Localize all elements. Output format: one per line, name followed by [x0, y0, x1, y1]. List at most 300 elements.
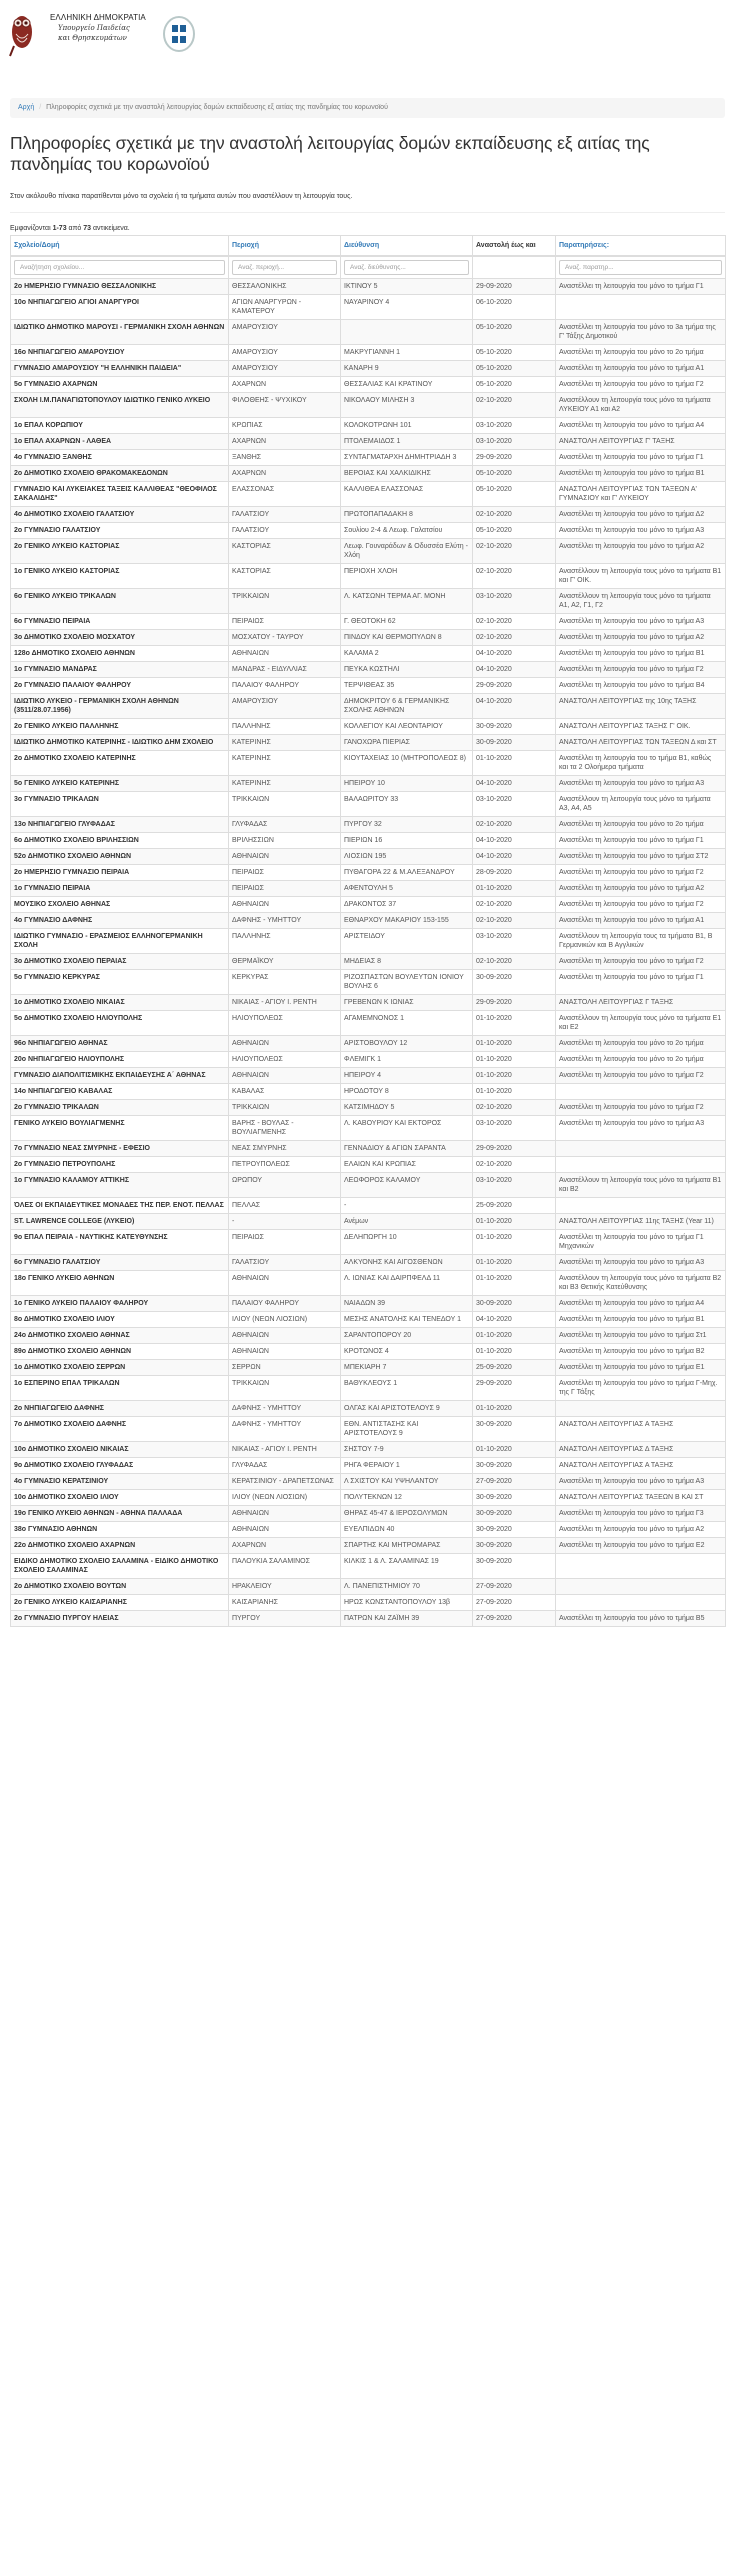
region-cell: ΚΑΤΕΡΙΝΗΣ: [229, 735, 341, 751]
table-row: [11, 1084, 726, 1100]
table-row: [11, 523, 726, 539]
region-cell: ΠΕΛΛΑΣ: [229, 1198, 341, 1214]
notes-cell: ΑΝΑΣΤΟΛΗ ΛΕΙΤΟΥΡΓΙΑΣ Α ΤΑΞΗΣ: [556, 1417, 726, 1442]
notes-cell: ΑΝΑΣΤΟΛΗ ΛΕΙΤΟΥΡΓΙΑΣ Γ' ΤΑΞΗΣ: [556, 434, 726, 450]
notes-cell: [556, 1198, 726, 1214]
notes-cell: Αναστέλλει τη λειτουργία του μόνο το τμήμα Β1: [556, 466, 726, 482]
notes-cell: Αναστέλλει τη λειτουργία του μόνο το τμήμα Β1: [556, 646, 726, 662]
table-row: [11, 1579, 726, 1595]
suspension-date-cell: 30-09-2020: [473, 1506, 556, 1522]
table-row: [11, 1312, 726, 1328]
address-cell: Λ. ΚΑΒΟΥΡΙΟΥ ΚΑΙ ΕΚΤΟΡΟΣ: [341, 1116, 473, 1141]
school-name-cell: 1ο ΔΗΜΟΤΙΚΟ ΣΧΟΛΕΙΟ ΝΙΚΑΙΑΣ: [11, 995, 229, 1011]
region-cell: ΔΑΦΝΗΣ - ΥΜΗΤΤΟΥ: [229, 1401, 341, 1417]
table-row: [11, 865, 726, 881]
school-name-cell: ΣΧΟΛΗ Ι.Μ.ΠΑΝΑΓΙΩΤΟΠΟΥΛΟΥ ΙΔΙΩΤΙΚΟ ΓΕΝΙΚΟ ΛΥΚΕΙΟ: [11, 393, 229, 418]
school-name-cell: ΙΔΙΩΤΙΚΟ ΔΗΜΟΤΙΚΟ ΜΑΡΟΥΣΙ - ΓΕΡΜΑΝΙΚΗ ΣΧΟΛΗ ΑΘΗΝΩΝ: [11, 320, 229, 345]
table-row: [11, 678, 726, 694]
sort-notes-link[interactable]: Παρατηρήσεις:: [559, 242, 610, 249]
table-row: [11, 1554, 726, 1579]
notes-cell: Αναστέλλει τη λειτουργία του μόνο το 2ο τμήμα: [556, 817, 726, 833]
address-cell: ΚΡΟΤΩΝΟΣ 4: [341, 1344, 473, 1360]
region-cell: ΑΘΗΝΑΙΩΝ: [229, 646, 341, 662]
table-row: [11, 1230, 726, 1255]
region-cell: ΘΕΣΣΑΛΟΝΙΚΗΣ: [229, 279, 341, 295]
region-cell: ΚΕΡΑΤΣΙΝΙΟΥ - ΔΡΑΠΕΤΣΩΝΑΣ: [229, 1474, 341, 1490]
school-name-cell: 2ο ΓΥΜΝΑΣΙΟ ΠΕΤΡΟΥΠΟΛΗΣ: [11, 1157, 229, 1173]
suspension-date-cell: 05-10-2020: [473, 466, 556, 482]
suspension-date-cell: 04-10-2020: [473, 1312, 556, 1328]
address-cell: ΚΟΛΛΕΓΙΟΥ ΚΑΙ ΛΕΟΝΤΑΡΙΟΥ: [341, 719, 473, 735]
table-row: [11, 564, 726, 589]
school-name-cell: 9ο ΕΠΑΛ ΠΕΙΡΑΙΑ - ΝΑΥΤΙΚΗΣ ΚΑΤΕΥΘΥΝΣΗΣ: [11, 1230, 229, 1255]
table-row: [11, 1360, 726, 1376]
region-cell: ΦΙΛΟΘΕΗΣ - ΨΥΧΙΚΟΥ: [229, 393, 341, 418]
notes-cell: Αναστέλλει τη λειτουργία του μόνο το τμήμα Β2: [556, 1344, 726, 1360]
column-header-notes: [556, 236, 726, 257]
region-cell: ΚΑΤΕΡΙΝΗΣ: [229, 751, 341, 776]
school-name-cell: 22ο ΔΗΜΟΤΙΚΟ ΣΧΟΛΕΙΟ ΑΧΑΡΝΩΝ: [11, 1538, 229, 1554]
notes-cell: [556, 295, 726, 320]
address-cell: ΚΙΛΚΙΣ 1 & Λ. ΣΑΛΑΜΙΝΑΣ 19: [341, 1554, 473, 1579]
school-name-cell: 10ο ΔΗΜΟΤΙΚΟ ΣΧΟΛΕΙΟ ΙΛΙΟΥ: [11, 1490, 229, 1506]
suspension-date-cell: 30-09-2020: [473, 1522, 556, 1538]
region-cell: ΤΡΙΚΚΑΙΩΝ: [229, 1100, 341, 1116]
suspension-date-cell: 01-10-2020: [473, 1214, 556, 1230]
address-cell: ΠΙΝΔΟΥ ΚΑΙ ΘΕΡΜΟΠΥΛΩΝ 8: [341, 630, 473, 646]
table-row: [11, 1522, 726, 1538]
address-cell: Λεωφ. Γουναράδων & Οδυσσέα Ελύτη - Χλόη: [341, 539, 473, 564]
table-row: [11, 751, 726, 776]
notes-cell: ΑΝΑΣΤΟΛΗ ΛΕΙΤΟΥΡΓΙΑΣ της 10ης ΤΑΞΗΣ: [556, 694, 726, 719]
suspension-date-cell: 03-10-2020: [473, 434, 556, 450]
address-cell: ΔΗΜΟΚΡΙΤΟΥ 6 & ΓΕΡΜΑΝΙΚΗΣ ΣΧΟΛΗΣ ΑΘΗΝΩΝ: [341, 694, 473, 719]
address-cell: ΣΑΡΑΝΤΟΠΟΡΟΥ 20: [341, 1328, 473, 1344]
notes-cell: Αναστέλλει τη λειτουργία του μόνο το τμήμα Α4: [556, 1296, 726, 1312]
region-cell: ΗΡΑΚΛΕΙΟΥ: [229, 1579, 341, 1595]
region-cell: ΓΛΥΦΑΔΑΣ: [229, 1458, 341, 1474]
suspension-date-cell: 02-10-2020: [473, 614, 556, 630]
school-name-cell: ΌΛΕΣ ΟΙ ΕΚΠΑΙΔΕΥΤΙΚΕΣ ΜΟΝΑΔΕΣ ΤΗΣ ΠΕΡ. ΕΝΟΤ. ΠΕΛΛΑΣ: [11, 1198, 229, 1214]
suspension-date-cell: 04-10-2020: [473, 833, 556, 849]
sort-address-link[interactable]: Διεύθυνση: [344, 242, 380, 249]
table-row: [11, 630, 726, 646]
suspension-date-cell: 02-10-2020: [473, 1100, 556, 1116]
suspension-date-cell: 05-10-2020: [473, 523, 556, 539]
site-header: [0, 0, 735, 90]
region-cell: ΓΑΛΑΤΣΙΟΥ: [229, 523, 341, 539]
table-row: [11, 646, 726, 662]
school-name-cell: ΓΕΝΙΚΟ ΛΥΚΕΙΟ ΒΟΥΛΙΑΓΜΕΝΗΣ: [11, 1116, 229, 1141]
table-row: [11, 279, 726, 295]
address-cell: ΙΚΤΙΝΟΥ 5: [341, 279, 473, 295]
suspension-date-cell: 01-10-2020: [473, 1036, 556, 1052]
school-name-cell: 1ο ΓΥΜΝΑΣΙΟ ΜΑΝΔΡΑΣ: [11, 662, 229, 678]
column-header-school: [11, 236, 229, 257]
table-row: [11, 995, 726, 1011]
school-name-cell: 1ο ΓΥΜΝΑΣΙΟ ΠΕΙΡΑΙΑ: [11, 881, 229, 897]
suspension-date-cell: 25-09-2020: [473, 1198, 556, 1214]
notes-cell: Αναστέλλει τη λειτουργία του μόνο το τμήμα Β4: [556, 678, 726, 694]
region-cell: ΑΘΗΝΑΙΩΝ: [229, 1506, 341, 1522]
address-cell: ΑΡΙΣΤΕΙΔΟΥ: [341, 929, 473, 954]
school-name-cell: 10ο ΔΗΜΟΤΙΚΟ ΣΧΟΛΕΙΟ ΝΙΚΑΙΑΣ: [11, 1442, 229, 1458]
table-row: [11, 614, 726, 630]
notes-cell: Αναστέλλει τη λειτουργία του μόνο το 2ο τμήμα: [556, 1052, 726, 1068]
school-name-cell: 2ο ΓΥΜΝΑΣΙΟ ΓΑΛΑΤΣΙΟΥ: [11, 523, 229, 539]
suspension-date-cell: 01-10-2020: [473, 1052, 556, 1068]
school-name-cell: 2ο ΓΕΝΙΚΟ ΛΥΚΕΙΟ ΚΑΙΣΑΡΙΑΝΗΣ: [11, 1595, 229, 1611]
address-cell: ΜΕΣΗΣ ΑΝΑΤΟΛΗΣ ΚΑΙ ΤΕΝΕΔΟΥ 1: [341, 1312, 473, 1328]
table-row: [11, 1458, 726, 1474]
address-cell: ΗΠΕΙΡΟΥ 4: [341, 1068, 473, 1084]
address-cell: ΠΕΥΚΑ ΚΩΣΤΗΛΙ: [341, 662, 473, 678]
school-name-cell: 2ο ΔΗΜΟΤΙΚΟ ΣΧΟΛΕΙΟ ΒΟΥΤΩΝ: [11, 1579, 229, 1595]
table-row: [11, 1052, 726, 1068]
logo-line-republic: ΕΛΛΗΝΙΚΗ ΔΗΜΟΚΡΑΤΙΑ: [50, 13, 146, 22]
sort-region-link[interactable]: Περιοχή: [232, 242, 259, 249]
address-cell: ΗΡΟΔΟΤΟΥ 8: [341, 1084, 473, 1100]
school-name-cell: 2ο ΓΥΜΝΑΣΙΟ ΠΑΛΑΙΟΥ ΦΑΛΗΡΟΥ: [11, 678, 229, 694]
notes-cell: Αναστέλλει τη λειτουργία του μόνο το τμήμα Γ1 Μηχανικών: [556, 1230, 726, 1255]
address-cell: ΛΙΟΣΙΩΝ 195: [341, 849, 473, 865]
suspension-date-cell: 30-09-2020: [473, 1538, 556, 1554]
table-row: [11, 434, 726, 450]
school-name-cell: 2ο ΔΗΜΟΤΙΚΟ ΣΧΟΛΕΙΟ ΘΡΑΚΟΜΑΚΕΔΟΝΩΝ: [11, 466, 229, 482]
region-cell: ΗΛΙΟΥΠΟΛΕΩΣ: [229, 1052, 341, 1068]
school-name-cell: 19ο ΓΕΝΙΚΟ ΛΥΚΕΙΟ ΑΘΗΝΩΝ - ΑΘΗΝΑ ΠΑΛΛΑΔΑ: [11, 1506, 229, 1522]
school-name-cell: 6ο ΓΥΜΝΑΣΙΟ ΓΑΛΑΤΣΙΟΥ: [11, 1255, 229, 1271]
school-name-cell: 10ο ΝΗΠΙΑΓΩΓΕΙΟ ΑΓΙΟΙ ΑΝΑΡΓΥΡΟΙ: [11, 295, 229, 320]
address-cell: ΔΕΛΗΠΩΡΓΗ 10: [341, 1230, 473, 1255]
address-cell: ΟΛΓΑΣ ΚΑΙ ΑΡΙΣΤΟΤΕΛΟΥΣ 9: [341, 1401, 473, 1417]
owl-logo-icon[interactable]: [8, 8, 34, 58]
notes-cell: Αναστέλλει τη λειτουργία του μόνο το τμήμα Α3: [556, 523, 726, 539]
intro-text: Στον ακόλουθο πίνακα παρατίθενται μόνο τα σχολεία ή τα τμήματα αυτών που αναστέλλουν τη λειτουργία τους.: [10, 193, 353, 200]
suspension-date-cell: 30-09-2020: [473, 735, 556, 751]
address-cell: ΒΑΛΑΩΡΙΤΟΥ 33: [341, 792, 473, 817]
table-row: [11, 1271, 726, 1296]
address-cell: ΡΗΓΑ ΦΕΡΑΙΟΥ 1: [341, 1458, 473, 1474]
notes-cell: ΑΝΑΣΤΟΛΗ ΛΕΙΤΟΥΡΓΙΑΣ ΤΩΝ ΤΑΞΕΩΝ Δ και ΣΤ: [556, 735, 726, 751]
region-cell: ΑΘΗΝΑΙΩΝ: [229, 1036, 341, 1052]
notes-cell: Αναστέλλουν τη λειτουργία τους μόνο τα τμήματα Β2 και Β3 Θετικής Κατεύθυνσης: [556, 1271, 726, 1296]
table-row: [11, 1157, 726, 1173]
school-name-cell: 7ο ΔΗΜΟΤΙΚΟ ΣΧΟΛΕΙΟ ΔΑΦΝΗΣ: [11, 1417, 229, 1442]
table-body: [11, 279, 726, 1627]
region-cell: ΚΑΣΤΟΡΙΑΣ: [229, 564, 341, 589]
table-row: [11, 1417, 726, 1442]
table-row: [11, 295, 726, 320]
address-cell: ΒΑΘΥΚΛΕΟΥΣ 1: [341, 1376, 473, 1401]
notes-cell: Αναστέλλει τη λειτουργία του μόνο το τμήμα Α3: [556, 1255, 726, 1271]
school-name-cell: ΙΔΙΩΤΙΚΟ ΛΥΚΕΙΟ - ΓΕΡΜΑΝΙΚΗ ΣΧΟΛΗ ΑΘΗΝΩΝ (3511/28.07.1956): [11, 694, 229, 719]
suspension-date-cell: 30-09-2020: [473, 1490, 556, 1506]
address-cell: ΓΑΝΟΧΩΡΑ ΠΙΕΡΙΑΣ: [341, 735, 473, 751]
suspension-date-cell: 02-10-2020: [473, 564, 556, 589]
school-name-cell: 4ο ΓΥΜΝΑΣΙΟ ΔΑΦΝΗΣ: [11, 913, 229, 929]
school-search-input[interactable]: [14, 260, 225, 275]
suspension-date-cell: 02-10-2020: [473, 507, 556, 523]
main-content: [0, 98, 735, 1641]
summary-suffix: αντικείμενα.: [91, 225, 130, 232]
school-name-cell: 4ο ΓΥΜΝΑΣΙΟ ΞΑΝΘΗΣ: [11, 450, 229, 466]
table-row: [11, 1036, 726, 1052]
school-name-cell: 14ο ΝΗΠΙΑΓΩΓΕΙΟ ΚΑΒΑΛΑΣ: [11, 1084, 229, 1100]
suspension-date-cell: 01-10-2020: [473, 1344, 556, 1360]
address-cell: ΗΡΩΣ ΚΩΝΣΤΑΝΤΟΠΟΥΛΟΥ 13β: [341, 1595, 473, 1611]
table-row: [11, 913, 726, 929]
school-name-cell: 3ο ΓΥΜΝΑΣΙΟ ΤΡΙΚΑΛΩΝ: [11, 792, 229, 817]
ministry-logo-text: [50, 13, 146, 43]
region-cell: ΚΑΤΕΡΙΝΗΣ: [229, 776, 341, 792]
address-search-input[interactable]: [344, 260, 469, 275]
address-cell: ΚΟΛΟΚΟΤΡΩΝΗ 101: [341, 418, 473, 434]
notes-cell: Αναστέλλει τη λειτουργία του το τμήμα Β1, καθώς και τα 2 Ολοήμερα τμήματα: [556, 751, 726, 776]
suspension-date-cell: 03-10-2020: [473, 1116, 556, 1141]
school-name-cell: 128ο ΔΗΜΟΤΙΚΟ ΣΧΟΛΕΙΟ ΑΘΗΝΩΝ: [11, 646, 229, 662]
region-cell: ΑΘΗΝΑΙΩΝ: [229, 897, 341, 913]
suspension-date-cell: 01-10-2020: [473, 1011, 556, 1036]
suspension-date-cell: 29-09-2020: [473, 1141, 556, 1157]
school-name-cell: 24ο ΔΗΜΟΤΙΚΟ ΣΧΟΛΕΙΟ ΑΘΗΝΑΣ: [11, 1328, 229, 1344]
school-name-cell: 1ο ΕΣΠΕΡΙΝΟ ΕΠΑΛ ΤΡΙΚΑΛΩΝ: [11, 1376, 229, 1401]
table-row: [11, 539, 726, 564]
sort-school-link[interactable]: Σχολείο/Δομή: [14, 242, 60, 249]
notes-cell: Αναστέλλει τη λειτουργία του μόνο το τμήμα Α1: [556, 913, 726, 929]
region-cell: ΑΜΑΡΟΥΣΙΟΥ: [229, 320, 341, 345]
address-cell: ΝΑΥΑΡΙΝΟΥ 4: [341, 295, 473, 320]
region-cell: ΑΓΙΩΝ ΑΝΑΡΓΥΡΩΝ - ΚΑΜΑΤΕΡΟΥ: [229, 295, 341, 320]
notes-cell: Αναστέλλει τη λειτουργία του μόνο το τμήμα Α2: [556, 1522, 726, 1538]
notes-cell: Αναστέλλει τη λειτουργία του μόνο το τμήμα ΣΤ2: [556, 849, 726, 865]
address-cell: ΠΥΘΑΓΟΡΑ 22 & Μ.ΑΛΕΞΑΝΔΡΟΥ: [341, 865, 473, 881]
suspension-date-cell: 02-10-2020: [473, 897, 556, 913]
table-row: [11, 418, 726, 434]
region-cell: ΠΕΙΡΑΙΩΣ: [229, 881, 341, 897]
column-header-address: [341, 236, 473, 257]
address-cell: ΠΡΩΤΟΠΑΠΑΔΑΚΗ 8: [341, 507, 473, 523]
table-row: [11, 466, 726, 482]
region-cell: ΒΑΡΗΣ - ΒΟΥΛΑΣ - ΒΟΥΛΙΑΓΜΕΝΗΣ: [229, 1116, 341, 1141]
suspension-date-cell: 03-10-2020: [473, 418, 556, 434]
address-cell: ΚΙΟΥΤΑΧΕΙΑΣ 10 (ΜΗΤΡΟΠΟΛΕΩΣ 8): [341, 751, 473, 776]
suspension-date-cell: 05-10-2020: [473, 377, 556, 393]
school-name-cell: 96ο ΝΗΠΙΑΓΩΓΕΙΟ ΑΘΗΝΑΣ: [11, 1036, 229, 1052]
address-cell: ΑΦΕΝΤΟΥΛΗ 5: [341, 881, 473, 897]
suspension-date-cell: 30-09-2020: [473, 1417, 556, 1442]
address-cell: ΝΙΚΟΛΑΟΥ ΜΙΛΗΣΗ 3: [341, 393, 473, 418]
address-cell: ΣΥΝΤΑΓΜΑΤΑΡΧΗ ΔΗΜΗΤΡΙΑΔΗ 3: [341, 450, 473, 466]
notes-cell: Αναστέλλει τη λειτουργία του μόνο το τμήμα Α2: [556, 630, 726, 646]
region-cell: ΚΑΣΤΟΡΙΑΣ: [229, 539, 341, 564]
table-row: [11, 719, 726, 735]
suspension-date-cell: 29-09-2020: [473, 678, 556, 694]
suspension-date-cell: 30-09-2020: [473, 1458, 556, 1474]
address-cell: ΕΘΝ. ΑΝΤΙΣΤΑΣΗΣ ΚΑΙ ΑΡΙΣΤΟΤΕΛΟΥΣ 9: [341, 1417, 473, 1442]
notes-cell: ΑΝΑΣΤΟΛΗ ΛΕΙΤΟΥΡΓΙΑΣ ΤΑΞΕΩΝ Β ΚΑΙ ΣΤ: [556, 1490, 726, 1506]
school-name-cell: 2ο ΗΜΕΡΗΣΙΟ ΓΥΜΝΑΣΙΟ ΠΕΙΡΑΙΑ: [11, 865, 229, 881]
region-cell: ΓΑΛΑΤΣΙΟΥ: [229, 1255, 341, 1271]
address-cell: ΕΥΕΛΠΙΔΩΝ 40: [341, 1522, 473, 1538]
table-row: [11, 881, 726, 897]
notes-cell: Αναστέλλει τη λειτουργία του μόνο το τμήμα Γ2: [556, 865, 726, 881]
region-cell: ΜΟΣΧΑΤΟΥ - ΤΑΥΡΟΥ: [229, 630, 341, 646]
address-cell: ΑΛΚΥΟΝΗΣ ΚΑΙ ΑΙΓΟΣΘΕΝΩΝ: [341, 1255, 473, 1271]
suspension-date-cell: 05-10-2020: [473, 345, 556, 361]
notes-cell: Αναστέλλει τη λειτουργία του μόνο το 2ο τμήμα: [556, 1036, 726, 1052]
address-cell: ΜΠΕΚΙΑΡΗ 7: [341, 1360, 473, 1376]
table-row: [11, 482, 726, 507]
region-cell: ΔΑΦΝΗΣ - ΥΜΗΤΤΟΥ: [229, 913, 341, 929]
notes-cell: Αναστέλλουν τη λειτουργία τους μόνο τα τμήματα Ε1 και Ε2: [556, 1011, 726, 1036]
school-name-cell: 5ο ΔΗΜΟΤΙΚΟ ΣΧΟΛΕΙΟ ΗΛΙΟΥΠΟΛΗΣ: [11, 1011, 229, 1036]
school-name-cell: 1ο ΓΥΜΝΑΣΙΟ ΚΑΛΑΜΟΥ ΑΤΤΙΚΗΣ: [11, 1173, 229, 1198]
address-cell: Γ. ΘΕΟΤΟΚΗ 62: [341, 614, 473, 630]
summary-mid: από: [66, 225, 84, 232]
table-row: [11, 970, 726, 995]
region-cell: ΙΛΙΟΥ (ΝΕΩΝ ΛΙΟΣΙΩΝ): [229, 1312, 341, 1328]
region-cell: ΑΘΗΝΑΙΩΝ: [229, 1271, 341, 1296]
breadcrumb-home-link[interactable]: Αρχή: [18, 104, 35, 111]
table-row: [11, 662, 726, 678]
address-cell: ΠΙΕΡΙΩΝ 16: [341, 833, 473, 849]
suspension-date-cell: 05-10-2020: [473, 361, 556, 377]
notes-cell: Αναστέλλει τη λειτουργία του μόνο το τμήμα Α3: [556, 1474, 726, 1490]
suspension-date-cell: 29-09-2020: [473, 450, 556, 466]
region-cell: ΠΑΛΟΥΚΙΑ ΣΑΛΑΜΙΝΟΣ: [229, 1554, 341, 1579]
school-name-cell: 1ο ΓΕΝΙΚΟ ΛΥΚΕΙΟ ΚΑΣΤΟΡΙΑΣ: [11, 564, 229, 589]
suspension-date-cell: 01-10-2020: [473, 751, 556, 776]
region-search-input[interactable]: [232, 260, 337, 275]
region-cell: ΤΡΙΚΚΑΙΩΝ: [229, 589, 341, 614]
region-cell: ΝΙΚΑΙΑΣ - ΑΓΙΟΥ Ι. ΡΕΝΤΗ: [229, 1442, 341, 1458]
address-cell: Λ. ΙΩΝΙΑΣ ΚΑΙ ΔΑΙΡΠΦΕΛΔ 11: [341, 1271, 473, 1296]
table-row: [11, 1538, 726, 1554]
table-row: [11, 1100, 726, 1116]
table-row: [11, 1595, 726, 1611]
address-cell: ΕΘΝΑΡΧΟΥ ΜΑΚΑΡΙΟΥ 153-155: [341, 913, 473, 929]
notes-cell: Αναστέλλει τη λειτουργία του μόνο το τμήμα Δ2: [556, 507, 726, 523]
address-cell: ΠΟΛΥΤΕΚΝΩΝ 12: [341, 1490, 473, 1506]
school-name-cell: 1ο ΕΠΑΛ ΚΟΡΩΠΙΟΥ: [11, 418, 229, 434]
table-row: [11, 361, 726, 377]
region-cell: -: [229, 1214, 341, 1230]
summary-range: 1-73: [52, 225, 67, 232]
suspension-date-cell: 04-10-2020: [473, 776, 556, 792]
table-row: [11, 1141, 726, 1157]
school-name-cell: 4ο ΓΥΜΝΑΣΙΟ ΚΕΡΑΤΣΙΝΙΟΥ: [11, 1474, 229, 1490]
suspension-date-cell: 01-10-2020: [473, 1084, 556, 1100]
region-cell: ΠΕΙΡΑΙΩΣ: [229, 614, 341, 630]
address-cell: ΕΛΑΙΩΝ ΚΑΙ ΚΡΩΠΙΑΣ: [341, 1157, 473, 1173]
address-cell: ΘΗΡΑΣ 45-47 & ΙΕΡΟΣΟΛΥΜΩΝ: [341, 1506, 473, 1522]
notes-cell: Αναστέλλει τη λειτουργία του μόνο το τμήμα Γ2: [556, 377, 726, 393]
notes-cell: Αναστέλλει τη λειτουργία του μόνο το 2ο τμήμα: [556, 345, 726, 361]
region-cell: ΣΕΡΡΩΝ: [229, 1360, 341, 1376]
address-cell: [341, 320, 473, 345]
notes-cell: Αναστέλλει τη λειτουργία του μόνο το τμήμα Α3: [556, 614, 726, 630]
school-name-cell: 16ο ΝΗΠΙΑΓΩΓΕΙΟ ΑΜΑΡΟΥΣΙΟΥ: [11, 345, 229, 361]
suspension-date-cell: 29-09-2020: [473, 1376, 556, 1401]
suspension-date-cell: 01-10-2020: [473, 1271, 556, 1296]
region-cell: ΘΕΡΜΑΪΚΟΥ: [229, 954, 341, 970]
school-name-cell: ΙΔΙΩΤΙΚΟ ΔΗΜΟΤΙΚΟ ΚΑΤΕΡΙΝΗΣ - ΙΔΙΩΤΙΚΟ ΔΗΜ ΣΧΟΛΕΙΟ: [11, 735, 229, 751]
region-cell: ΞΑΝΘΗΣ: [229, 450, 341, 466]
school-name-cell: ΕΙΔΙΚΟ ΔΗΜΟΤΙΚΟ ΣΧΟΛΕΙΟ ΣΑΛΑΜΙΝΑ - ΕΙΔΙΚΟ ΔΗΜΟΤΙΚΟ ΣΧΟΛΕΙΟ ΣΑΛΑΜΙΝΑΣ: [11, 1554, 229, 1579]
suspension-date-cell: 01-10-2020: [473, 1255, 556, 1271]
summary-prefix: Εμφανίζονται: [10, 225, 53, 232]
school-name-cell: 9ο ΔΗΜΟΤΙΚΟ ΣΧΟΛΕΙΟ ΓΛΥΦΑΔΑΣ: [11, 1458, 229, 1474]
notes-cell: Αναστέλλει τη λειτουργία του μόνο το τμήμα Ε1: [556, 1360, 726, 1376]
region-cell: ΒΡΙΛΗΣΣΙΩΝ: [229, 833, 341, 849]
school-name-cell: 3ο ΔΗΜΟΤΙΚΟ ΣΧΟΛΕΙΟ ΠΕΡΑΙΑΣ: [11, 954, 229, 970]
notes-search-input[interactable]: [559, 260, 722, 275]
table-row: [11, 776, 726, 792]
table-row: [11, 377, 726, 393]
notes-cell: [556, 1401, 726, 1417]
notes-cell: Αναστέλλει τη λειτουργία του μόνο το τμήμα Γ1: [556, 833, 726, 849]
school-name-cell: 1ο ΕΠΑΛ ΑΧΑΡΝΩΝ - ΛΑΘΕΑ: [11, 434, 229, 450]
column-header-suspension-date: Αναστολή έως και: [473, 236, 556, 257]
address-cell: ΣΗΣΤΟΥ 7-9: [341, 1442, 473, 1458]
table-row: [11, 589, 726, 614]
notes-cell: Αναστέλλει τη λειτουργία του μόνο το τμήμα Β5: [556, 1611, 726, 1627]
filter-cell-region: [229, 256, 341, 279]
address-cell: ΤΕΡΨΙΘΕΑΣ 35: [341, 678, 473, 694]
notes-cell: ΑΝΑΣΤΟΛΗ ΛΕΙΤΟΥΡΓΙΑΣ Δ ΤΑΞΗΣ: [556, 1442, 726, 1458]
school-name-cell: 13ο ΝΗΠΙΑΓΩΓΕΙΟ ΓΛΥΦΑΔΑΣ: [11, 817, 229, 833]
region-cell: ΠΥΡΓΟΥ: [229, 1611, 341, 1627]
school-name-cell: 1ο ΔΗΜΟΤΙΚΟ ΣΧΟΛΕΙΟ ΣΕΡΡΩΝ: [11, 1360, 229, 1376]
school-name-cell: 5ο ΓΕΝΙΚΟ ΛΥΚΕΙΟ ΚΑΤΕΡΙΝΗΣ: [11, 776, 229, 792]
table-row: [11, 450, 726, 466]
notes-cell: Αναστέλλει τη λειτουργία του μόνο το τμήμα Ε2: [556, 1538, 726, 1554]
suspension-date-cell: 27-09-2020: [473, 1595, 556, 1611]
region-cell: ΚΕΡΚΥΡΑΣ: [229, 970, 341, 995]
table-row: [11, 792, 726, 817]
suspension-date-cell: 01-10-2020: [473, 1328, 556, 1344]
suspension-date-cell: 02-10-2020: [473, 913, 556, 929]
notes-cell: Αναστέλλουν τη λειτουργία τους μόνο τα τμήματα Β1 και Γ' ΟΙΚ.: [556, 564, 726, 589]
region-cell: ΑΘΗΝΑΙΩΝ: [229, 849, 341, 865]
closures-table: [10, 235, 726, 1627]
table-row: [11, 954, 726, 970]
notes-cell: Αναστέλλει τη λειτουργία του μόνο το τμήμα Α3: [556, 1116, 726, 1141]
results-summary: [10, 225, 725, 232]
suspension-date-cell: 01-10-2020: [473, 881, 556, 897]
region-cell: ΑΜΑΡΟΥΣΙΟΥ: [229, 361, 341, 377]
school-name-cell: 2ο ΓΥΜΝΑΣΙΟ ΠΥΡΓΟΥ ΗΛΕΙΑΣ: [11, 1611, 229, 1627]
table-row: [11, 1401, 726, 1417]
filter-cell-address: [341, 256, 473, 279]
table-header-row: [11, 236, 726, 257]
suspension-date-cell: 04-10-2020: [473, 694, 556, 719]
table-row: [11, 1611, 726, 1627]
logo-line-ministry: Υπουργείο Παιδείας: [58, 24, 130, 32]
notes-cell: Αναστέλλει τη λειτουργία του μόνο το τμήμα Γ2: [556, 662, 726, 678]
region-cell: ΠΑΛΑΙΟΥ ΦΑΛΗΡΟΥ: [229, 678, 341, 694]
notes-cell: [556, 1141, 726, 1157]
address-cell: ΚΑΛΛΙΘΕΑ ΕΛΑΣΣΟΝΑΣ: [341, 482, 473, 507]
suspension-date-cell: 30-09-2020: [473, 970, 556, 995]
bottom-spacer: [10, 1627, 725, 1641]
school-name-cell: 2ο ΗΜΕΡΗΣΙΟ ΓΥΜΝΑΣΙΟ ΘΕΣΣΑΛΟΝΙΚΗΣ: [11, 279, 229, 295]
table-row: [11, 345, 726, 361]
school-name-cell: 2ο ΝΗΠΙΑΓΩΓΕΙΟ ΔΑΦΝΗΣ: [11, 1401, 229, 1417]
notes-cell: Αναστέλλει τη λειτουργία του μόνο το τμήμα Α1: [556, 361, 726, 377]
address-cell: ΒΕΡΟΙΑΣ ΚΑΙ ΧΑΛΚΙΔΙΚΗΣ: [341, 466, 473, 482]
